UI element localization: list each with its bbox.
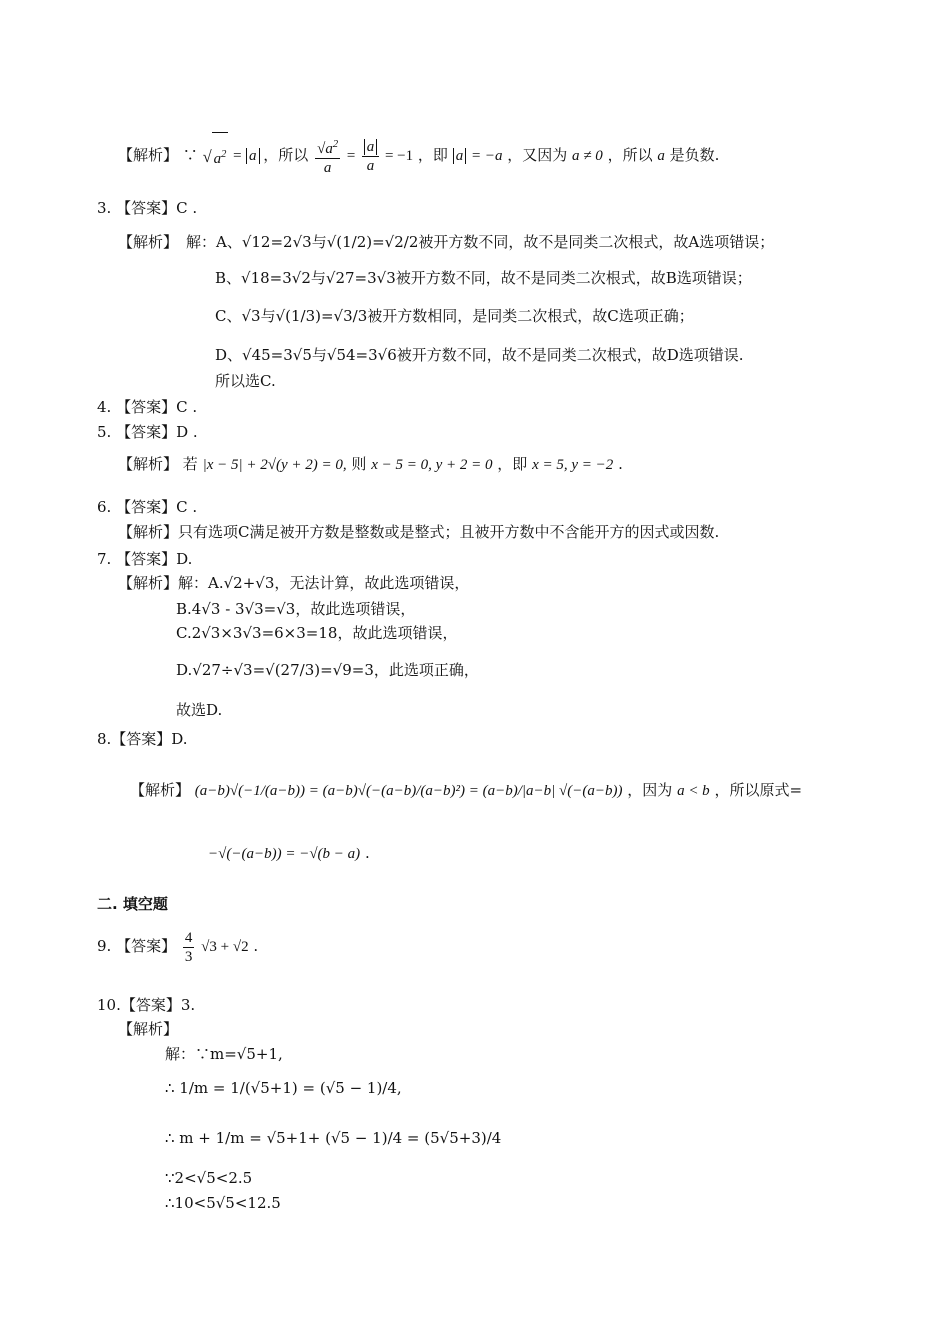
q5-analysis [118, 454, 623, 475]
q8-expr: (a−b)√(−1/(a−b)) = (a−b)√(−(a−b)/(a−b)²) = (a−b)/|a−b| √(−(a−b)) [194, 783, 623, 799]
q3-label: 【解析】 [118, 233, 179, 251]
so2-text: ，所以 [607, 145, 653, 164]
q10-answer: 10.【答案】3. [97, 996, 196, 1014]
q8-cond: a < b [677, 783, 710, 799]
q8-period: . [364, 844, 370, 862]
also-text: ，又因为 [507, 145, 568, 164]
q8-analysis [130, 780, 802, 801]
intro-label: 【解析】 [118, 145, 179, 164]
ie-expr: = −a [470, 147, 503, 164]
a-neq-0: a ≠ 0 [572, 147, 603, 164]
q7-line-a: 【解析】解：A.√2+√3，无法计算，故此选项错误， [118, 574, 470, 592]
q7-final: 故选D. [176, 701, 223, 719]
q5-expr3: x = 5, y = −2 [532, 457, 614, 473]
q10-label: 【解析】 [118, 1020, 179, 1038]
q9-frac-num: 4 [184, 929, 193, 946]
q3-line-c: C、√3与√(1/3)=√3/3被开方数相同，是同类二次根式，故C选项正确； [215, 307, 694, 325]
ie-text: ，即 [417, 145, 448, 164]
q3-line-d: D、√45=3√5与√54=3√6被开方数不同，故不是同类二次根式，故D选项错误. [215, 346, 744, 364]
q10-line5: ∴10<5√5<12.5 [165, 1194, 281, 1212]
q8-continuation [208, 843, 370, 864]
q4-answer: 4. 【答案】C . [97, 398, 198, 416]
q5-answer: 5. 【答案】D . [97, 423, 198, 441]
q10-line3: ∴ m + 1/m = √5+1+ (√5 − 1)/4 = (5√5+3)/4 [165, 1129, 502, 1147]
q5-expr1: |x − 5| + 2√(y + 2) = 0, [202, 457, 347, 473]
q6-answer: 6. 【答案】C . [97, 498, 198, 516]
abs-a: a [453, 148, 467, 164]
q10-line1: 解：∵m=√5+1, [165, 1045, 283, 1063]
q9-fraction [183, 929, 195, 966]
q3-line-b: B、√18=3√2与√27=3√3被开方数不同，故不是同类二次根式，故B选项错误； [215, 269, 752, 287]
q5-label: 【解析】 [118, 455, 179, 473]
q8-expr2: −√(−(a−b)) = −√(b − a) [208, 846, 361, 862]
q10-line2: ∴ 1/m = 1/(√5+1) = (√5 − 1)/4, [165, 1079, 402, 1097]
intro-analysis [118, 132, 719, 176]
q9-prefix: 9. 【答案】 [97, 937, 177, 955]
q3-answer: 3. 【答案】C . [97, 199, 198, 217]
q5-expr2: x − 5 = 0, y + 2 = 0 [371, 457, 493, 473]
q8-label: 【解析】 [130, 781, 191, 799]
q7-line-b: B.4√3 - 3√3=√3，故此选项错误， [176, 600, 416, 618]
var-a: a [657, 147, 665, 164]
q7-line-d: D.√27÷√3=√(27/3)=√9=3，此选项正确， [176, 661, 479, 679]
q8-text1: ，因为 [627, 781, 673, 799]
intro-fraction: $\frac{√a^2}{a}$ = $\frac{a}{a}$ [313, 148, 385, 164]
so-text: ，所以 [263, 145, 309, 164]
q8-text2: ，所以原式= [714, 781, 803, 799]
eq-neg1: = −1 [384, 147, 414, 164]
q8-answer: 8.【答案】D. [97, 730, 188, 748]
q10-line4: ∵2<√5<2.5 [165, 1169, 253, 1187]
q3-final: 所以选C. [215, 372, 276, 390]
conclusion-text: 是负数. [669, 145, 720, 164]
q5-text2: 则 [351, 455, 367, 473]
q7-line-c: C.2√3×3√3=6×3=18，故此选项错误， [176, 624, 458, 642]
q9-answer [97, 924, 258, 968]
q5-text1: 若 [182, 455, 198, 473]
q9-frac-den: 3 [184, 948, 193, 965]
q9-period: . [253, 937, 259, 955]
section2-title: 二. 填空题 [97, 895, 168, 913]
sqrt-a2-expr: √ $a^2 = a$ [203, 148, 264, 164]
q3-line-a: 解：A、√12=2√3与√(1/2)=√2/2被开方数不同，故不是同类二次根式，故A选项错误； [186, 233, 775, 251]
q6-analysis: 【解析】只有选项C满足被开方数是整数或是整式；且被开方数中不含能开方的因式或因数. [118, 523, 720, 541]
q7-answer: 7. 【答案】D. [97, 550, 193, 568]
because-symbol: ∵ [182, 145, 198, 164]
q5-text3: ，即 [497, 455, 528, 473]
q5-period: . [618, 455, 623, 473]
q9-rest: √3 + √2 [201, 939, 249, 955]
